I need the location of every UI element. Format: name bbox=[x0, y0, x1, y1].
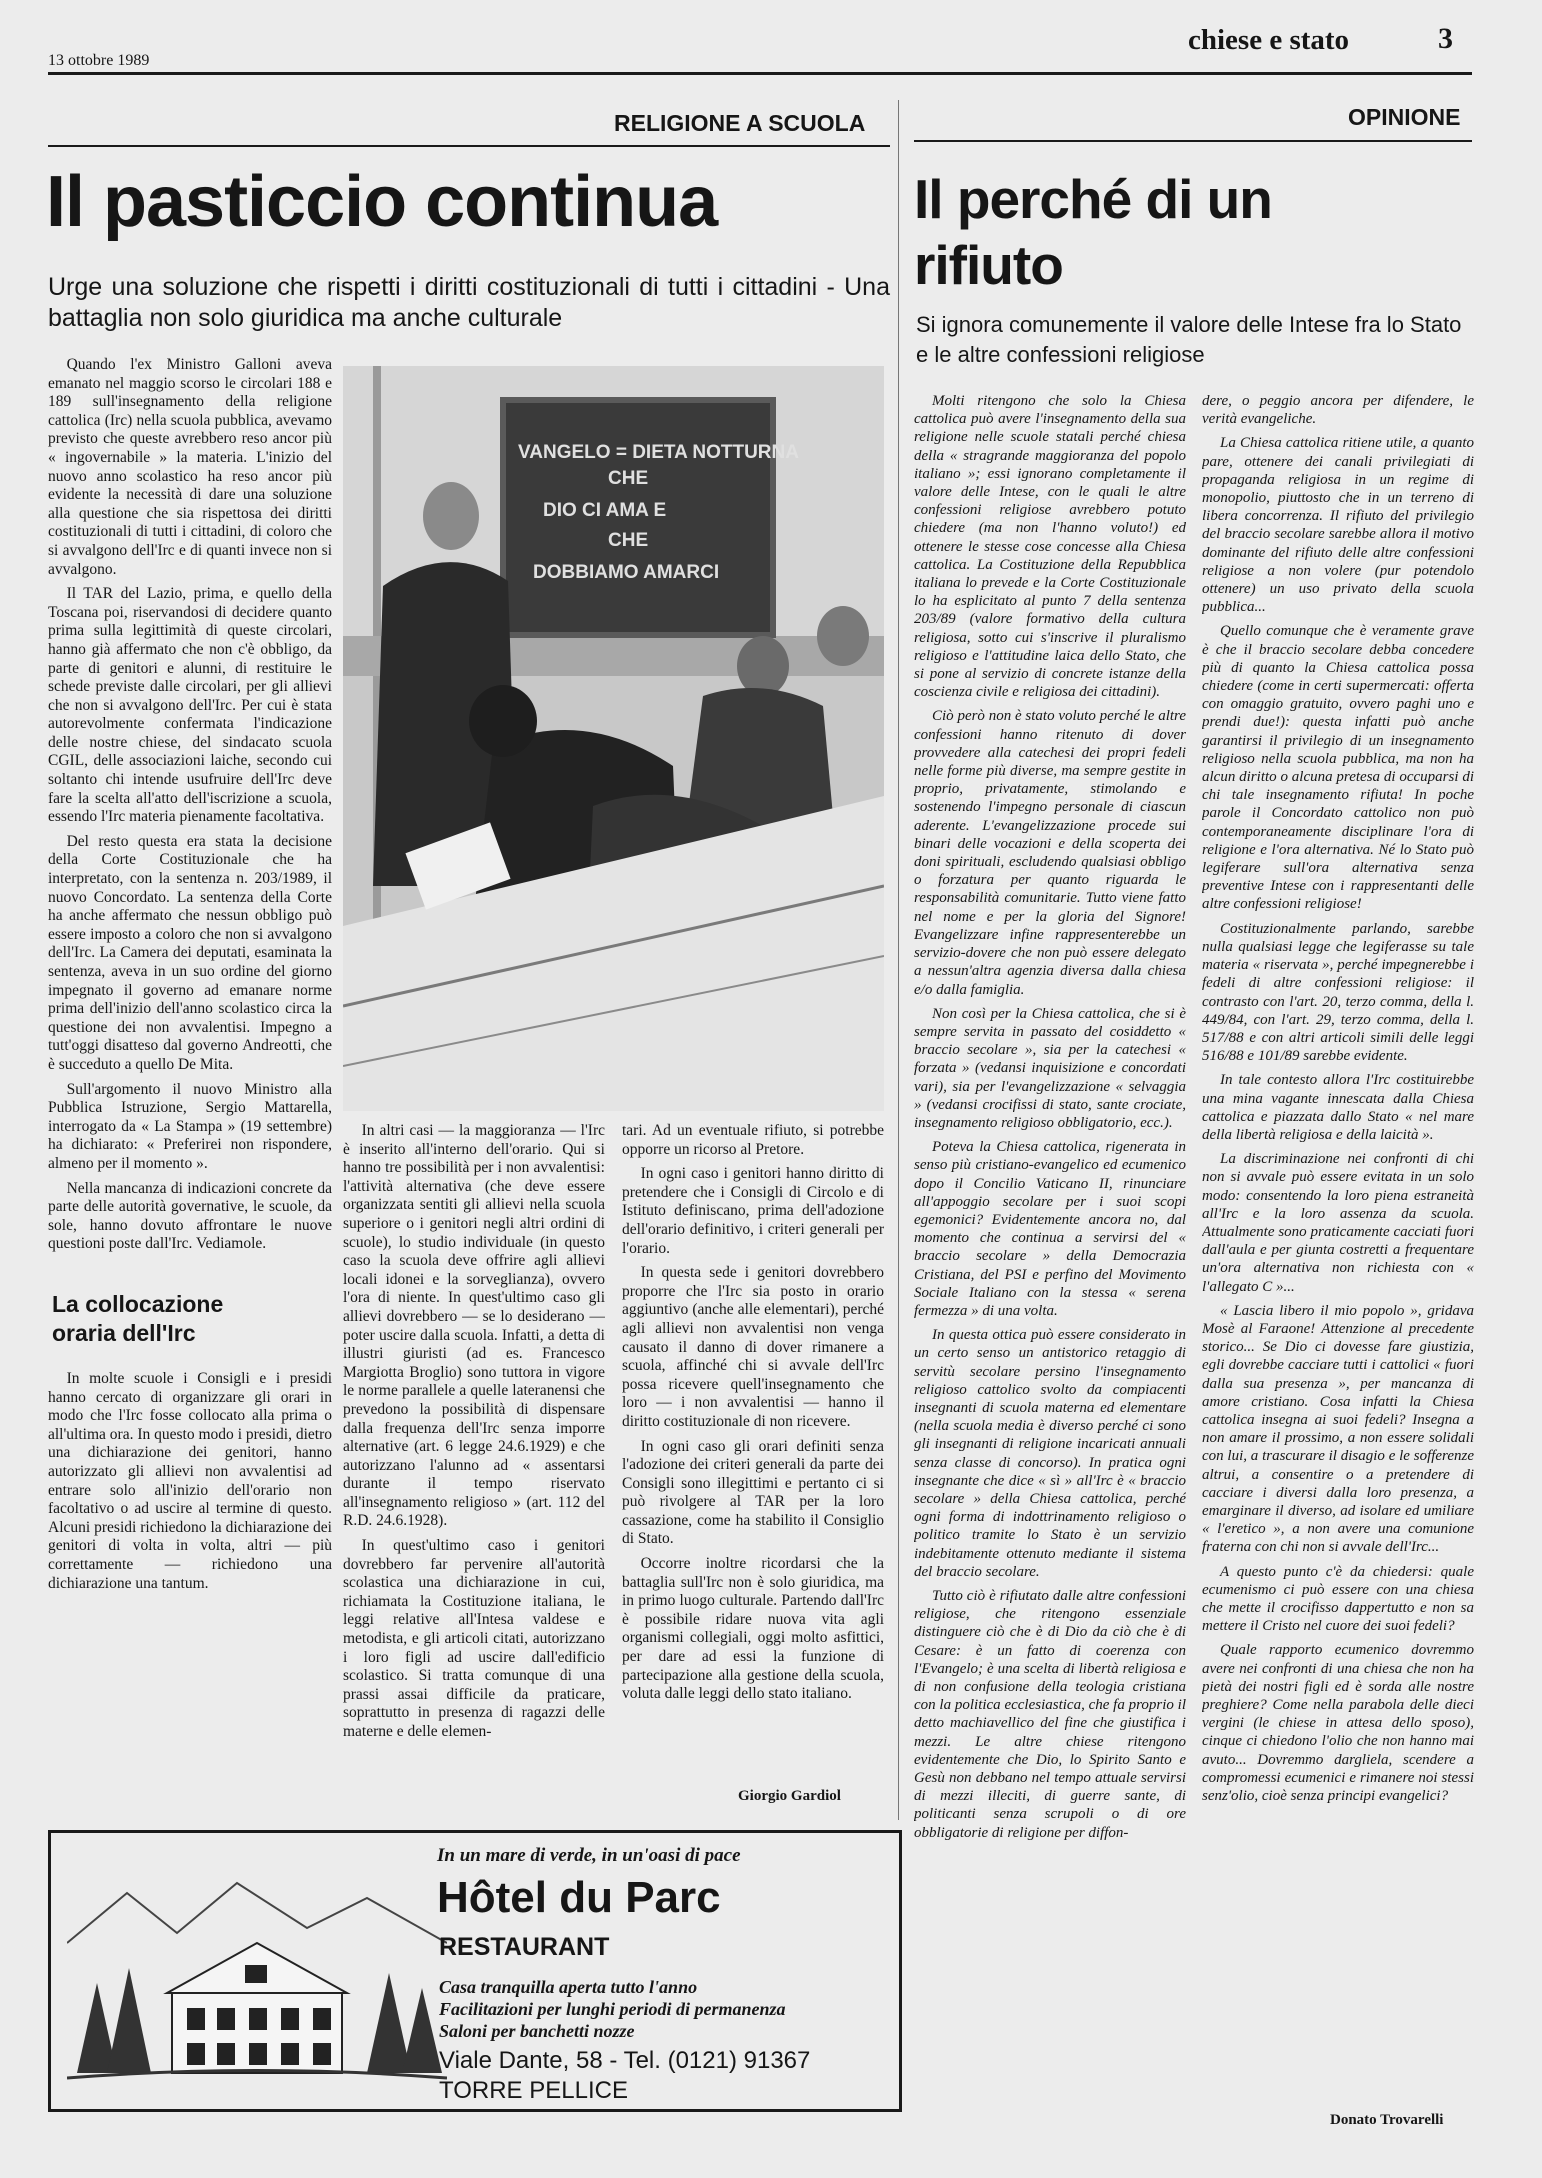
paragraph: Quello comunque che è veramente grave è che il braccio secolare debba concedere più di quanto la Chiesa cattolica possa chiedere (come in certi supermercati: offerta con omaggio gratuito, ovvero paghi uno e prendi due!): questa infatti può anche garantirsi il privilegio di un insegnamento religioso nella scuola pubblica, ma non ha alcun diritto o alcuna pretesa di occuparsi di chi tale insegnamento rifiuta! In poche parole il Concordato cattolico non può contemporaneamente disciplinare l'ora di religione e l'ora alternativa. Né lo Stato può legiferare sull'ora alternativa senza preventive Intese con i rappresentanti delle altre confessioni religiose! bbox=[1202, 623, 1474, 913]
paragraph: In questa sede i genitori dovrebbero proporre che l'Irc sia posto in orario aggiuntivo (anche alle elementari), perché agli allievi non avvalentisi non venga causato il danno di dover rimanere a scuola, affinché chi si avvale dell'Irc possa ricevere quell'insegnamento che loro — i non avvalentisi — hanno il diritto costituzionale di non ricevere. bbox=[622, 1264, 884, 1430]
left-headline: Il pasticcio continua bbox=[46, 162, 718, 242]
right-headline-line2: rifiuto bbox=[914, 234, 1063, 296]
right-kicker: OPINIONE bbox=[1348, 104, 1461, 130]
hotel-illustration bbox=[67, 1873, 447, 2093]
board-line: VANGELO = DIETA NOTTURNA bbox=[518, 442, 799, 463]
left-subhead: La collocazione oraria dell'Irc bbox=[52, 1291, 224, 1346]
column-divider bbox=[898, 100, 899, 1820]
ad-tagline: In un mare di verde, in un'oasi di pace bbox=[437, 1845, 741, 1866]
left-kicker: RELIGIONE A SCUOLA bbox=[614, 110, 866, 136]
section-name: chiese e stato bbox=[1188, 24, 1350, 56]
paragraph: Nella mancanza di indicazioni concrete da parte delle autorità governative, le scuole, da sole, hanno dovuto affrontare le nuove questioni poste dall'Irc. Vediamole. bbox=[48, 1179, 332, 1253]
paragraph: In altri casi — la maggioranza — l'Irc è inserito all'interno dell'orario. Qui si hanno tre possibilità per i non avvalentisi: l'attività alternativa (che deve essere organizzata sentiti gli allievi nella scuola superiore o i genitori negli altri ordini di scuole), lo studio individuale (in questo caso la scuola deve offrire agli allievi locali idonei e la sorveglianza), ovvero l'ora di niente. In quest'ultimo caso gli allievi dovrebbero — se lo desiderano — poter uscire dalla scuola. Infatti, a detta di illustri giuristi (ad es. Francesco Margiotta Broglio) sono tuttora in vigore le norme parallele a quelle lateranensi che prevedono la possibilità di dispensare dalla frequenza dell'Irc senza imporre alternative (art. 6 legge 24.6.1929) e che autorizzano l'alunno ad « assentarsi durante il tempo riservato all'insegnamento religioso » (art. 112 del R.D. 24.6.1928). bbox=[343, 1122, 605, 1530]
paragraph: Il TAR del Lazio, prima, e quello della Toscana poi, riservandosi di decidere quanto prima sulla legittimità di queste circolari, hanno già affermato che non c'è obbligo, da parte di genitori e alunni, di restituire le schede previste dalle circolari, per gli allievi che non si avvalgono dell'Irc. Per cui è stata autorevolmente confermata l'indicazione delle nostre chiese, del sindacato scuola CGIL, delle associazioni laiche, secondo cui soltanto chi intende usufruire dell'Irc deve fare la scelta all'atto dell'iscrizione a scuola, essendo l'Irc materia pienamente facoltativa. bbox=[48, 585, 332, 826]
paragraph: In tale contesto allora l'Irc costituirebbe una mina vagante innescata dalla Chiesa cattolica e piazzata dallo Stato « nel mare della libertà religiosa e della laicità ». bbox=[1202, 1072, 1474, 1143]
paragraph: dere, o peggio ancora per difendere, le verità evangeliche. bbox=[1202, 393, 1474, 428]
ad-hotel-name: Hôtel du Parc bbox=[437, 1873, 721, 1922]
left-kicker-rule bbox=[48, 145, 890, 147]
paragraph: tari. Ad un eventuale rifiuto, si potrebbe opporre un ricorso al Pretore. bbox=[622, 1122, 884, 1158]
board-line: DOBBIAMO AMARCI bbox=[533, 562, 720, 583]
ad-feature: Saloni per banchetti nozze bbox=[439, 2021, 635, 2041]
paragraph: Poteva la Chiesa cattolica, rigenerata in senso più cristiano-evangelico ed ecumenico dopo il Concilio Vaticano II, rinunciare all'appoggio secolare per i suoi scopi egemonici? Evidentemente ancora no, dal momento che continua a servirsi del « braccio secolare » della Democrazia Cristiana, del PSI e perfino del Movimento Sociale Italiano con la stessa « serena fermezza » di una volta. bbox=[914, 1139, 1186, 1319]
paragraph: Ciò però non è stato voluto perché le altre confessioni hanno ritenuto di dover provvedere alla catechesi dei propri fedeli nelle forme più diverse, ma sempre gestite in proprio, privatamente, stimolando e sostenendo l'impegno personale di ciascun aderente. L'evangelizzazione procede sui binari delle vocazioni e della scoperta dei doni spirituali, escludendo qualsiasi obbligo o forzatura per quanto riguarda le responsabilità comunitarie. Tutto viene fatto nel nome e per la gloria del Signore! Evangelizzare infine rappresenterebbe un servizio-dovere che non può essere delegato a nessun'altra agenzia diversa dalla chiesa e/o dalla famiglia. bbox=[914, 708, 1186, 998]
paragraph: La Chiesa cattolica ritiene utile, a quanto pare, ottenere dei canali privilegiati di propaganda religiosa in un regime di monopolio, piuttosto che in un terreno di libera concorrenza. Il rifiuto del privilegio del braccio secolare sarebbe allora il motivo dominante del rifiuto delle altre confessioni religiose a non volere (pur potendolo ottenere) un uso privato della scuola pubblica... bbox=[1202, 435, 1474, 616]
paragraph: A questo punto c'è da chiedersi: quale ecumenismo ci può essere con una chiesa che mette il crocifisso dappertutto e non sa mettere il Cristo nel cuore dei suoi fedeli? bbox=[1202, 1563, 1474, 1635]
left-col-1 bbox=[48, 356, 332, 1286]
paragraph: La discriminazione nei confronti di chi non si avvale può essere evitata in un solo modo: consentendo la loro piena estraneità all'Irc e la loro assenza da scuola. Attualmente sono praticamente cacciati fuori dall'aula e per giunta costretti a frequentare un'ora alternativa non richiesta con « l'allegato C »... bbox=[1202, 1151, 1474, 1295]
right-headline-line1: Il perché di un bbox=[914, 168, 1272, 230]
paragraph: Molti ritengono che solo la Chiesa cattolica può avere l'insegnamento della sua religione nelle scuole statali perché chiesa della « stragrande maggioranza del popolo italiano »; essi ignorano completamente il valore delle Intese, con le quali le altre confessioni religiose avrebbero potuto chiedere (ma non l'hanno voluto!) ed ottenere le stesse cose concesse alla Chiesa cattolica. La Costituzione della Repubblica italiana lo prevede e la Corte Costituzionale lo ha esplicitato al punto 7 della sentenza 203/89 (valore formativo della cultura religiosa, sotto cui s'inscrive il pluralismo religioso e l'attitudine laica dello Stato, che si pone al servizio di concrete istanze della coscienza civile e religiosa dei cittadini). bbox=[914, 393, 1186, 701]
hotel-advertisement bbox=[48, 1830, 902, 2112]
right-author: Donato Trovarelli bbox=[1330, 2112, 1444, 2128]
paragraph: In questa ottica può essere considerato in un certo senso un antistorico retaggio di servitù secolare persino l'insegnamento religioso cattolico svolto da compiacenti insegnanti di scuola materna ed elementare (nella scuola media è diverso perché ci sono gli insegnanti di religione incaricati annuali senza classe di concorso). In pratica ogni insegnante che dice « sì » all'Irc è « braccio secolare » della Chiesa cattolica, perché ogni forma di indottrinamento religioso o politico tramite lo Stato è un servizio indebitamente ottenuto mediante il sistema del braccio secolare. bbox=[914, 1327, 1186, 1580]
paragraph: Tutto ciò è rifiutato dalle altre confessioni religiose, che ritengono essenziale distinguere ciò che è di Dio da ciò che è di Cesare: è un fatto di coerenza con l'Evangelo; è una scelta di libertà religiosa e di non confusione della teologia cristiana con la politica ecclesiastica, che fa proprio il detto machiavellico del fine che giustifica i mezzi. Le altre chiese ritengono evidentemente che Dio, lo Spirito Santo e Gesù non debbano nel tempo attuale servirsi di mezzi illeciti, di guerre sante, di politicanti senza scrupoli o di ore obbligatorie di religione per diffon- bbox=[914, 1588, 1186, 1841]
left-col-2 bbox=[343, 1122, 605, 1782]
board-line: CHE bbox=[608, 530, 649, 551]
paragraph: Non così per la Chiesa cattolica, che si è sempre servita in passato del cosiddetto « braccio secolare », sia per la catechesi « forzata » (vedansi inquisizione e concordati vari), sia per l'evangelizzazione « selvaggia » (vedansi crocifissi di stato, sante crociate, insegnamento religioso obbligatorio, ecc.). bbox=[914, 1005, 1186, 1131]
right-col-1 bbox=[914, 392, 1186, 2092]
paragraph: In ogni caso i genitori hanno diritto di pretendere che i Consigli di Circolo e di Istituto definiscano, prima dell'adozione dell'orario definitivo, i criteri generali per l'orario. bbox=[622, 1165, 884, 1257]
left-col-3 bbox=[622, 1122, 884, 1762]
left-subtitle: Urge una soluzione che rispetti i diritti costituzionali di tutti i cittadini - Una battaglia non solo giuridica ma anche culturale bbox=[48, 273, 890, 332]
ad-address: Viale Dante, 58 - Tel. (0121) 91367 bbox=[439, 2047, 811, 2074]
paragraph: Quando l'ex Ministro Galloni aveva emanato nel maggio scorso le circolari 188 e 189 sull'insegnamento della religione cattolica (Irc) nella scuola pubblica, avevamo previsto che queste avrebbero reso ancor più « ingovernabile » la materia. L'inizio del nuovo anno scolastico ha reso ancor più evidente la necessità di dare una soluzione alla questione che sia rispettosa dei diritti costituzionali di tutti i cittadini, di coloro che si avvalgono dell'Irc e di quanti invece non si avvalgono. bbox=[48, 356, 332, 578]
ad-restaurant-label: RESTAURANT bbox=[439, 1933, 610, 1961]
right-col-2 bbox=[1202, 392, 1474, 2092]
paragraph: In quest'ultimo caso i genitori dovrebbero far pervenire all'autorità scolastica una dichiarazione in cui, richiamata la Costituzione italiana, le leggi relative all'Intesa valdese e metodista, e gli articoli citati, autorizzano i loro figli ad uscire dall'edificio scolastico. Si tratta comunque di una prassi assai difficile da praticare, soprattutto in presenza di ragazzi delle materne e delle elemen- bbox=[343, 1537, 605, 1740]
left-col-1b bbox=[48, 1370, 332, 1770]
left-author: Giorgio Gardiol bbox=[738, 1788, 841, 1804]
paragraph: Del resto questa era stata la decisione della Corte Costituzionale che ha interpretato, con la sentenza n. 203/1989, il nuovo Concordato. La sentenza della Corte ha anche affermato che nessun obbligo può essere imposto a coloro che non si avvalgono dell'Irc. La Camera dei deputati, esaminata la sentenza, aveva in un suo ordine del giorno impegnato il governo ad emanare norme prima dell'inizio dell'anno scolastico circa la questione dei non avvalentisi. Impegno a tutt'oggi disatteso dal governo Andreotti, che è succeduto a quello De Mita. bbox=[48, 832, 332, 1073]
issue-date: 13 ottobre 1989 bbox=[48, 52, 150, 69]
header-rule bbox=[48, 72, 1472, 75]
paragraph: Sull'argomento il nuovo Ministro alla Pubblica Istruzione, Sergio Mattarella, interrogato da « La Stampa » (19 settembre) ha dichiarato: « Preferirei non rispondere, almeno per il momento ». bbox=[48, 1080, 332, 1172]
paragraph: Quale rapporto ecumenico dovremmo avere nei confronti di una chiesa che non ha pietà dei nostri figli ed è sorda alle nostre preghiere? Come nella parabola delle dieci vergini (le chiese in attesa dello sposo), cinque ci chiedono l'olio che non hanno mai avuto... Dovremmo dargliela, scendere a compromessi ecumenici e rimanere noi stessi senz'olio, cioè senza principi evangelici? bbox=[1202, 1642, 1474, 1805]
paragraph: In molte scuole i Consigli e i presidi hanno cercato di organizzare gli orari in modo che l'Irc fosse collocato alla prima o all'ultima ora. In questo modo i presidi, dietro una dichiarazione dei genitori, hanno autorizzato gli allievi non avvalentisi ad entrare solo all'inizio dell'orario non facoltativo o ad uscire al termine di questo. Alcuni presidi richiedono la dichiarazione dei genitori di volta in volta, altri — più correttamente — richiedono una dichiarazione una tantum. bbox=[48, 1370, 332, 1592]
board-line: CHE bbox=[608, 468, 649, 489]
classroom-illustration bbox=[343, 366, 884, 1111]
ad-city: TORRE PELLICE bbox=[439, 2077, 628, 2104]
right-subtitle: Si ignora comunemente il valore delle Intese fra lo Stato e le altre confessioni religiose bbox=[916, 312, 1462, 367]
ad-feature: Facilitazioni per lunghi periodi di permanenza bbox=[439, 1999, 786, 2019]
paragraph: « Lascia libero il mio popolo », gridava Mosè al Faraone! Attenzione al precedente storico... Se Dio ci dovesse fare giustizia, egli dovrebbe cacciare tutti i cattolici « fuori dalla sua presenza », per mancanza di amore cristiano. Cosa infatti la Chiesa cattolica insegna ai suoi fedeli? Insegna a non amare il prossimo, a non essere solidali con lui, a trascurare il disagio e le sofferenze altrui, a consentire o a pretendere di cacciare i diversi dalla loro presenza, a emarginare il diverso, ad isolare ed umiliare « l'eretico », a non avere una comunione fraterna con chi non si avvale dell'Irc... bbox=[1202, 1302, 1474, 1556]
paragraph: Occorre inoltre ricordarsi che la battaglia sull'Irc non è solo giuridica, ma in primo luogo culturale. Partendo dall'Irc è possibile ridare nuova vita agli organismi collegiali, oggi molto asfittici, per dare ad essi la funzione di partecipazione alla gestione della scuola, voluta dalle leggi dello stato italiano. bbox=[622, 1555, 884, 1703]
board-line: DIO CI AMA E bbox=[543, 500, 667, 521]
paragraph: Costituzionalmente parlando, sarebbe nulla qualsiasi legge che legiferasse su tale materia « riservata », perché impegnerebbe i fedeli di altre confessioni religiose: il contrasto con l'art. 20, terzo comma, della l. 449/84, con l'art. 29, terzo comma, della l. 517/88 e con altri articoli simili delle leggi 516/88 e 101/89 sarebbe evidente. bbox=[1202, 920, 1474, 1065]
right-kicker-rule bbox=[914, 140, 1472, 142]
page-number: 3 bbox=[1438, 22, 1453, 55]
ad-feature: Casa tranquilla aperta tutto l'anno bbox=[439, 1977, 698, 1997]
classroom-photo bbox=[343, 366, 884, 1111]
paragraph: In ogni caso gli orari definiti senza l'adozione dei criteri generali da parte dei Consigli sono illegittimi e pertanto ci si può rivolgere al TAR per la loro cassazione, come ha stabilito il Consiglio di Stato. bbox=[622, 1437, 884, 1548]
